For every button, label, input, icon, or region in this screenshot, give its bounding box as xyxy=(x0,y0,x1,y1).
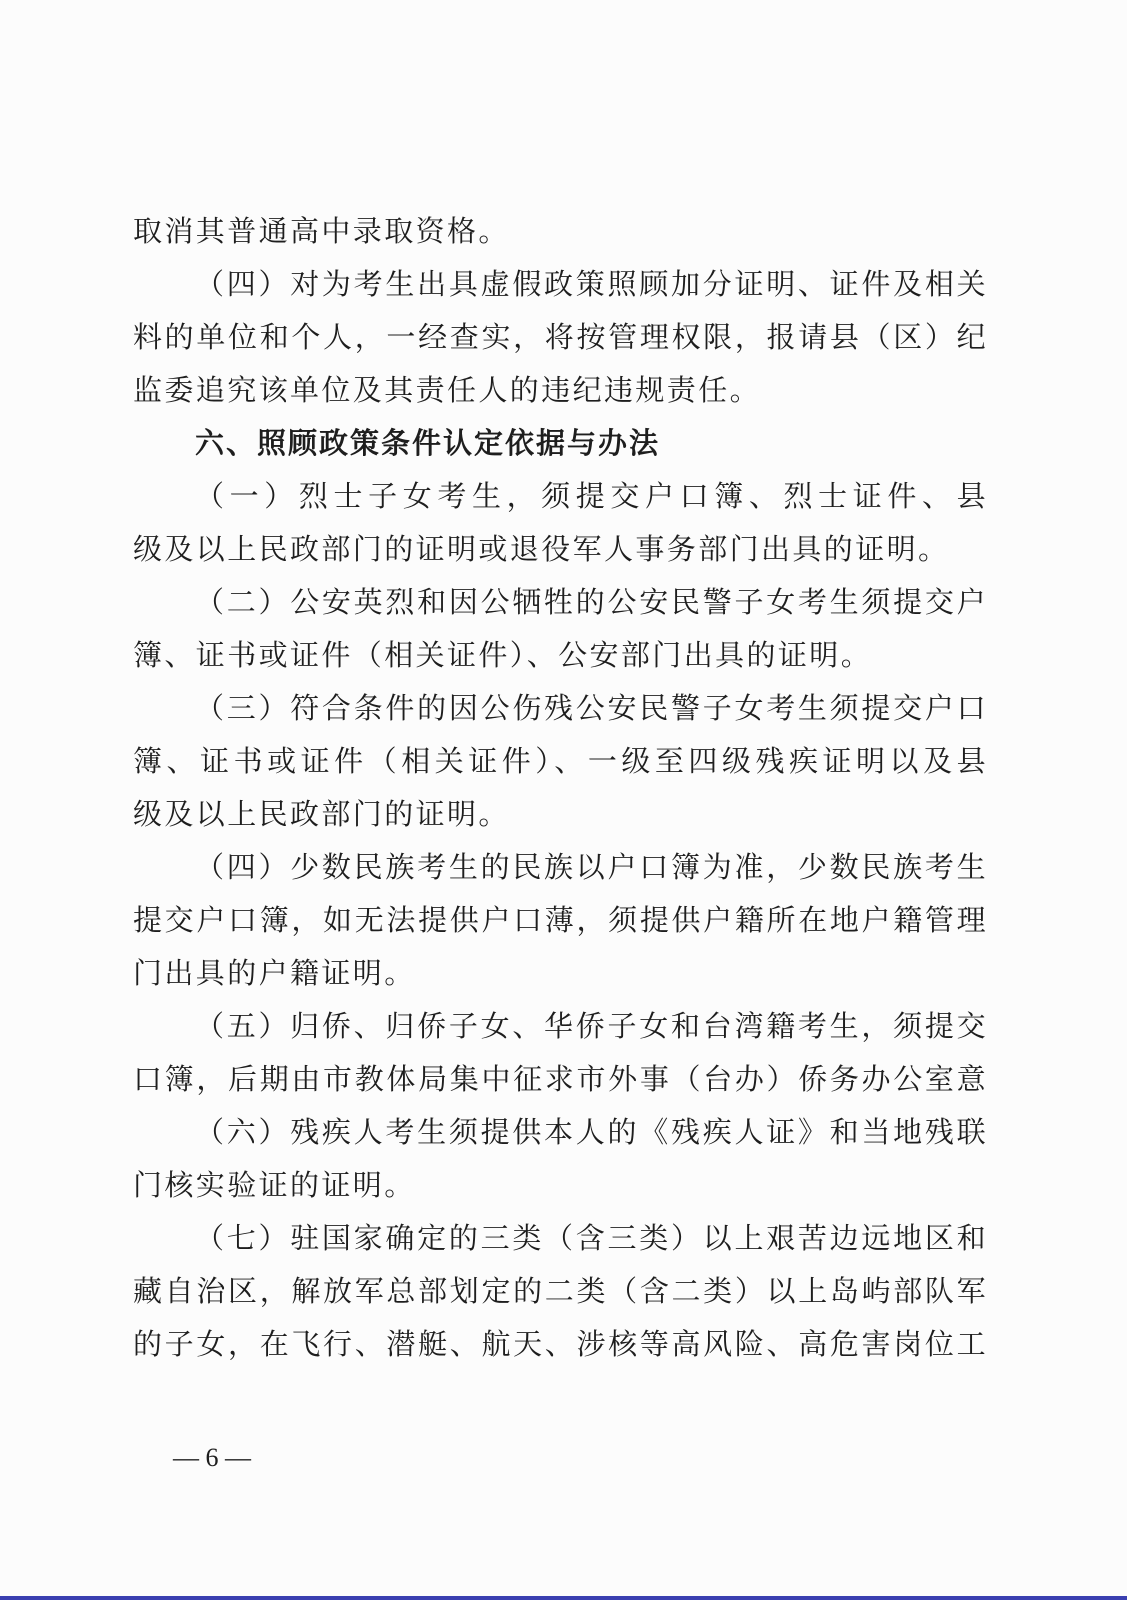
paragraph-line: 门核实验证的证明。 xyxy=(133,1168,416,1202)
paragraph-line: （四）少数民族考生的民族以户口簿为准，少数民族考生 xyxy=(195,850,988,884)
page-number: — 6 — xyxy=(173,1443,251,1472)
paragraph-line: （三）符合条件的因公伤残公安民警子女考生须提交户口 xyxy=(195,691,988,725)
paragraph-line: 提交户口簿，如无法提供户口薄，须提供户籍所在地户籍管理 xyxy=(133,903,988,937)
paragraph-line: （五）归侨、归侨子女、华侨子女和台湾籍考生，须提交 xyxy=(195,1009,988,1043)
paragraph-line: 的子女，在飞行、潜艇、航天、涉核等高风险、高危害岗位工 xyxy=(133,1327,988,1361)
paragraph-line: 簿、证书或证件（相关证件）、公安部门出具的证明。 xyxy=(133,638,873,672)
paragraph-line: 料的单位和个人，一经查实，将按管理权限，报请县（区）纪 xyxy=(133,320,988,354)
paragraph-line: （六）残疾人考生须提供本人的《残疾人证》和当地残联 xyxy=(195,1115,988,1149)
paragraph-line: （七）驻国家确定的三类（含三类）以上艰苦边远地区和 xyxy=(195,1221,988,1255)
paragraph-line: 簿、证书或证件（相关证件）、一级至四级残疾证明以及县 xyxy=(133,744,988,778)
document-body xyxy=(133,205,988,1371)
paragraph-line: 藏自治区，解放军总部划定的二类（含二类）以上岛屿部队军 xyxy=(133,1274,988,1308)
paragraph-line: 级及以上民政部门的证明。 xyxy=(133,797,510,831)
bottom-edge-rule xyxy=(0,1596,1127,1600)
section-heading: 六、照顾政策条件认定依据与办法 xyxy=(195,426,661,460)
paragraph-line: （四）对为考生出具虚假政策照顾加分证明、证件及相关 xyxy=(195,267,988,301)
paragraph-line: 门出具的户籍证明。 xyxy=(133,956,416,990)
paragraph-line: 口簿，后期由市教体局集中征求市外事（台办）侨务办公室意 xyxy=(133,1062,988,1096)
paragraph-line: 级及以上民政部门的证明或退役军人事务部门出具的证明。 xyxy=(133,532,950,566)
paragraph-line: （二）公安英烈和因公牺牲的公安民警子女考生须提交户 xyxy=(195,585,988,619)
paragraph-line: 监委追究该单位及其责任人的违纪违规责任。 xyxy=(133,373,762,407)
paragraph-line: （一）烈士子女考生，须提交户口簿、烈士证件、县 xyxy=(195,479,988,513)
paragraph-line: 取消其普通高中录取资格。 xyxy=(133,214,510,248)
